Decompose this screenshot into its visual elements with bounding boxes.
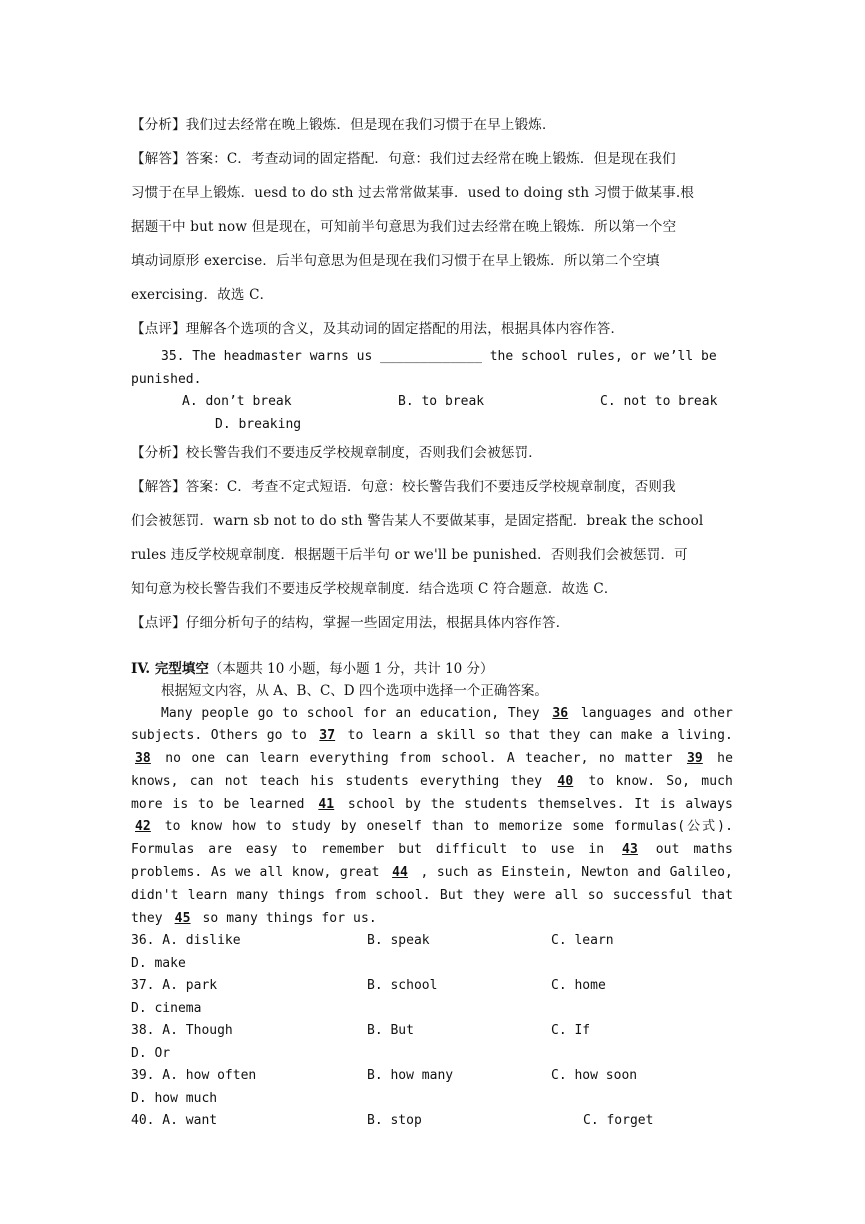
- option-37-a: 37. A. park: [131, 978, 218, 994]
- section-title: [131, 658, 733, 680]
- comment-34: 【点评】理解各个选项的含义，及其动词的固定搭配的用法，根据具体内容作答．: [131, 321, 625, 337]
- answer-35-line1: 【解答】答案：C．考查不定式短语．句意：校长警告我们不要违反学校规章制度，否则我: [131, 479, 676, 495]
- passage-text: school by the students themselves. It is always: [347, 796, 733, 812]
- blank-38: 38: [135, 751, 151, 767]
- passage-text: to learn a skill so that they can make a living.: [347, 728, 733, 744]
- section-title-sub: （本题共 10 小题，每小题 1 分，共计 10 分）: [208, 661, 494, 677]
- answer-35-line3: rules 违反学校规章制度．根据题干后半句 or we'll be punished．否则我们会被惩罚．可: [131, 547, 688, 563]
- passage-text: to know how to study by oneself than to memorize some formulas(公式). Formulas are easy to remember but difficult to use in: [131, 819, 733, 858]
- blank-37: 37: [319, 728, 336, 744]
- question-35-options: [131, 391, 733, 414]
- option-36-b: B. speak: [367, 933, 430, 949]
- section-instruction: 根据短文内容，从 A、B、C、D 四个选项中选择一个正确答案。: [161, 683, 548, 699]
- answer-35-line2: 们会被惩罚．warn sb not to do sth 警告某人不要做某事，是固定搭配．break the school: [131, 513, 704, 529]
- option-40-b: B. stop: [367, 1113, 422, 1129]
- option-40-c: C. forget: [583, 1113, 654, 1129]
- blank-45: 45: [174, 910, 191, 926]
- cloze-options: [131, 930, 733, 1133]
- option-35-b: B. to break: [398, 394, 485, 409]
- passage-text: , such as Einstein, Newton and Galileo, didn't learn many things from school. But they were all so successful that they: [131, 865, 733, 926]
- option-row-40: [131, 1110, 733, 1133]
- passage-text: so many things for us.: [202, 910, 377, 926]
- option-39-d: D. how much: [131, 1090, 218, 1106]
- option-38-d: D. Or: [131, 1045, 171, 1061]
- question-35-stem: 35. The headmaster warns us _____________ the school rules, or we’ll be: [161, 349, 717, 364]
- option-35-c: C. not to break: [600, 394, 718, 409]
- option-row-37-d: [131, 998, 733, 1021]
- option-row-37: [131, 975, 733, 998]
- answer-34-line2: 习惯于在早上锻炼．uesd to do sth 过去常常做某事．used to doing sth 习惯于做某事.根: [131, 185, 695, 201]
- option-38-c: C. If: [551, 1023, 591, 1039]
- blank-40: 40: [557, 773, 574, 789]
- option-row-38-d: [131, 1043, 733, 1066]
- section-title-main: IV. 完型填空: [131, 661, 209, 677]
- answer-34-line3: 据题干中 but now 但是现在，可知前半句意思为我们过去经常在晚上锻炼．所以第一个空: [131, 219, 677, 235]
- comment-35: 【点评】仔细分析句子的结构，掌握一些固定用法，根据具体内容作答．: [131, 615, 570, 631]
- blank-41: 41: [318, 796, 335, 812]
- analysis-34: 【分析】我们过去经常在晚上锻炼．但是现在我们习惯于在早上锻炼．: [131, 117, 556, 133]
- section-gap: [131, 640, 733, 658]
- option-39-a: 39. A. how often: [131, 1068, 257, 1084]
- option-37-d: D. cinema: [131, 1000, 202, 1016]
- option-row-38: [131, 1020, 733, 1043]
- blank-43: 43: [622, 842, 638, 858]
- passage-text: Many people go to school for an education, They: [161, 705, 540, 721]
- option-36-d: D. make: [131, 955, 186, 971]
- answer-34-line1: 【解答】答案：C．考查动词的固定搭配．句意：我们过去经常在晚上锻炼．但是现在我们: [131, 151, 676, 167]
- passage-text: out maths problems. As we all know, great: [131, 842, 733, 881]
- option-40-a: 40. A. want: [131, 1113, 218, 1129]
- answer-34-line4: 填动词原形 exercise．后半句意思为但是现在我们习惯于在早上锻炼．所以第二个空填: [131, 253, 660, 269]
- passage-text: he knows, can not teach his students everything they: [131, 751, 733, 789]
- answer-34-line5: exercising．故选 C．: [131, 287, 274, 303]
- option-38-b: B. But: [367, 1023, 414, 1039]
- analysis-35: 【分析】校长警告我们不要违反学校规章制度，否则我们会被惩罚．: [131, 445, 542, 461]
- option-37-b: B. school: [367, 978, 438, 994]
- option-row-36-d: [131, 953, 733, 976]
- passage-text: to know. So, much more is to be learned: [131, 773, 733, 812]
- option-row-36: [131, 930, 733, 953]
- document-page: [131, 108, 733, 1133]
- option-39-b: B. how many: [367, 1068, 454, 1084]
- option-36-c: C. learn: [551, 933, 614, 949]
- question-35-options-2: [131, 414, 733, 437]
- question-35-stem-cont: punished.: [131, 371, 202, 387]
- blank-36: 36: [552, 705, 569, 721]
- passage-text: languages and other subjects. Others go to: [131, 705, 733, 744]
- option-row-39: [131, 1065, 733, 1088]
- option-37-c: C. home: [551, 978, 606, 994]
- answer-35-line4: 知句意为校长警告我们不要违反学校规章制度．结合选项 C 符合题意．故选 C．: [131, 581, 618, 597]
- blank-44: 44: [392, 865, 408, 881]
- option-row-39-d: [131, 1088, 733, 1111]
- option-35-d: D. breaking: [215, 416, 302, 432]
- passage-text: no one can learn everything from school. A teacher, no matter: [165, 751, 673, 767]
- blank-39: 39: [686, 751, 703, 767]
- option-36-a: 36. A. dislike: [131, 933, 241, 949]
- option-35-a: A. don’t break: [182, 394, 292, 409]
- option-38-a: 38. A. Though: [131, 1023, 233, 1039]
- blank-42: 42: [135, 819, 151, 835]
- cloze-passage: [131, 703, 733, 931]
- option-39-c: C. how soon: [551, 1068, 638, 1084]
